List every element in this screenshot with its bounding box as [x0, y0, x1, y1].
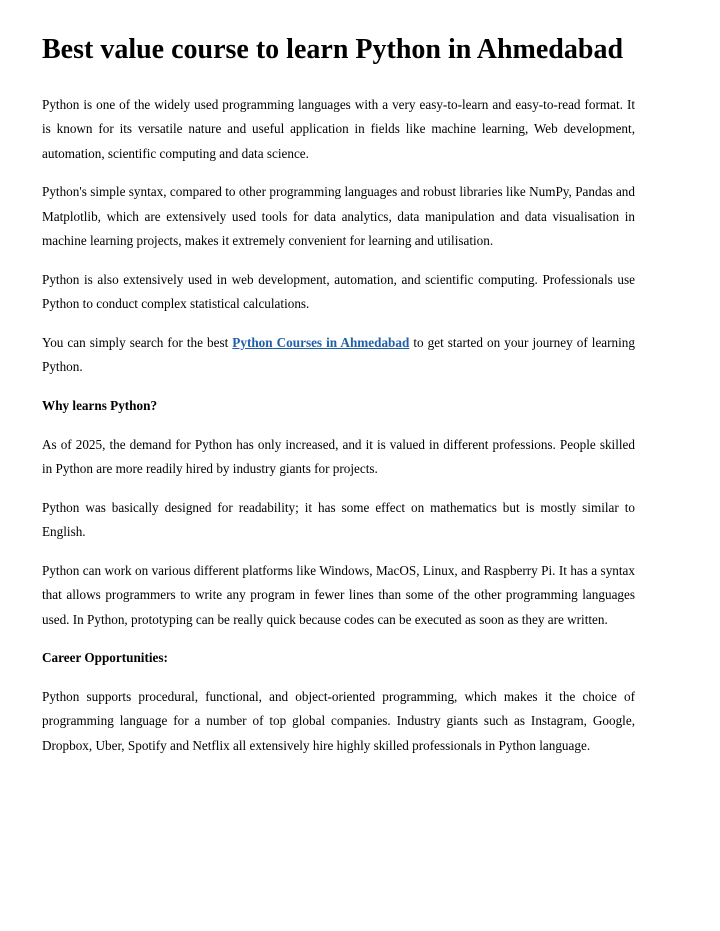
- heading-career: Career Opportunities:: [42, 650, 168, 666]
- python-courses-link[interactable]: Python Courses in Ahmedabad: [232, 334, 410, 350]
- paragraph-demand: As of 2025, the demand for Python has only increased, and it is valued in different professions. People skilled in Python are more readily hired by industry giants for projects.: [42, 436, 635, 477]
- page-title: Best value course to learn Python in Ahmedabad: [42, 34, 624, 65]
- paragraph-intro: Python is one of the widely used programming languages with a very easy-to-learn and easy-to-read format. It is known for its versatile nature and useful application in fields like machine learning, Web development, automation, scientific computing and data science.: [42, 97, 635, 161]
- paragraph-platforms: Python can work on various different platforms like Windows, MacOS, Linux, and Raspberry Pi. It has a syntax that allows programmers to write any program in fewer lines than some of the other programming languages used. In Python, prototyping can be really quick because codes can be executed as soon as they are written.: [42, 562, 635, 627]
- paragraph-readability: Python was basically designed for readability; it has some effect on mathematics but is mostly similar to English.: [42, 499, 635, 540]
- paragraph-courses-after: to get started on your journey of learning Python.: [42, 334, 635, 375]
- document-page: [42, 0, 635, 758]
- paragraph-courses: [42, 331, 635, 380]
- paragraph-uses: Python is also extensively used in web development, automation, and scientific computing. Professionals use Python to conduct complex statistical calculations.: [42, 271, 635, 312]
- paragraph-courses-before: You can simply search for the best: [42, 334, 233, 350]
- heading-why-learn: Why learns Python?: [42, 397, 158, 413]
- paragraph-career: Python supports procedural, functional, and object-oriented programming, which makes it the choice of programming language for a number of top global companies. Industry giants such as Instagram, Google, Dropbox, Uber, Spotify and Netflix all extensively hire highly skilled professionals in Python language.: [42, 689, 635, 753]
- paragraph-syntax: Python's simple syntax, compared to other programming languages and robust libraries like NumPy, Pandas and Matplotlib, which are extensively used tools for data analytics, data manipulation and data visualisation in machine learning projects, makes it extremely convenient for learning and utilisation.: [42, 184, 635, 248]
